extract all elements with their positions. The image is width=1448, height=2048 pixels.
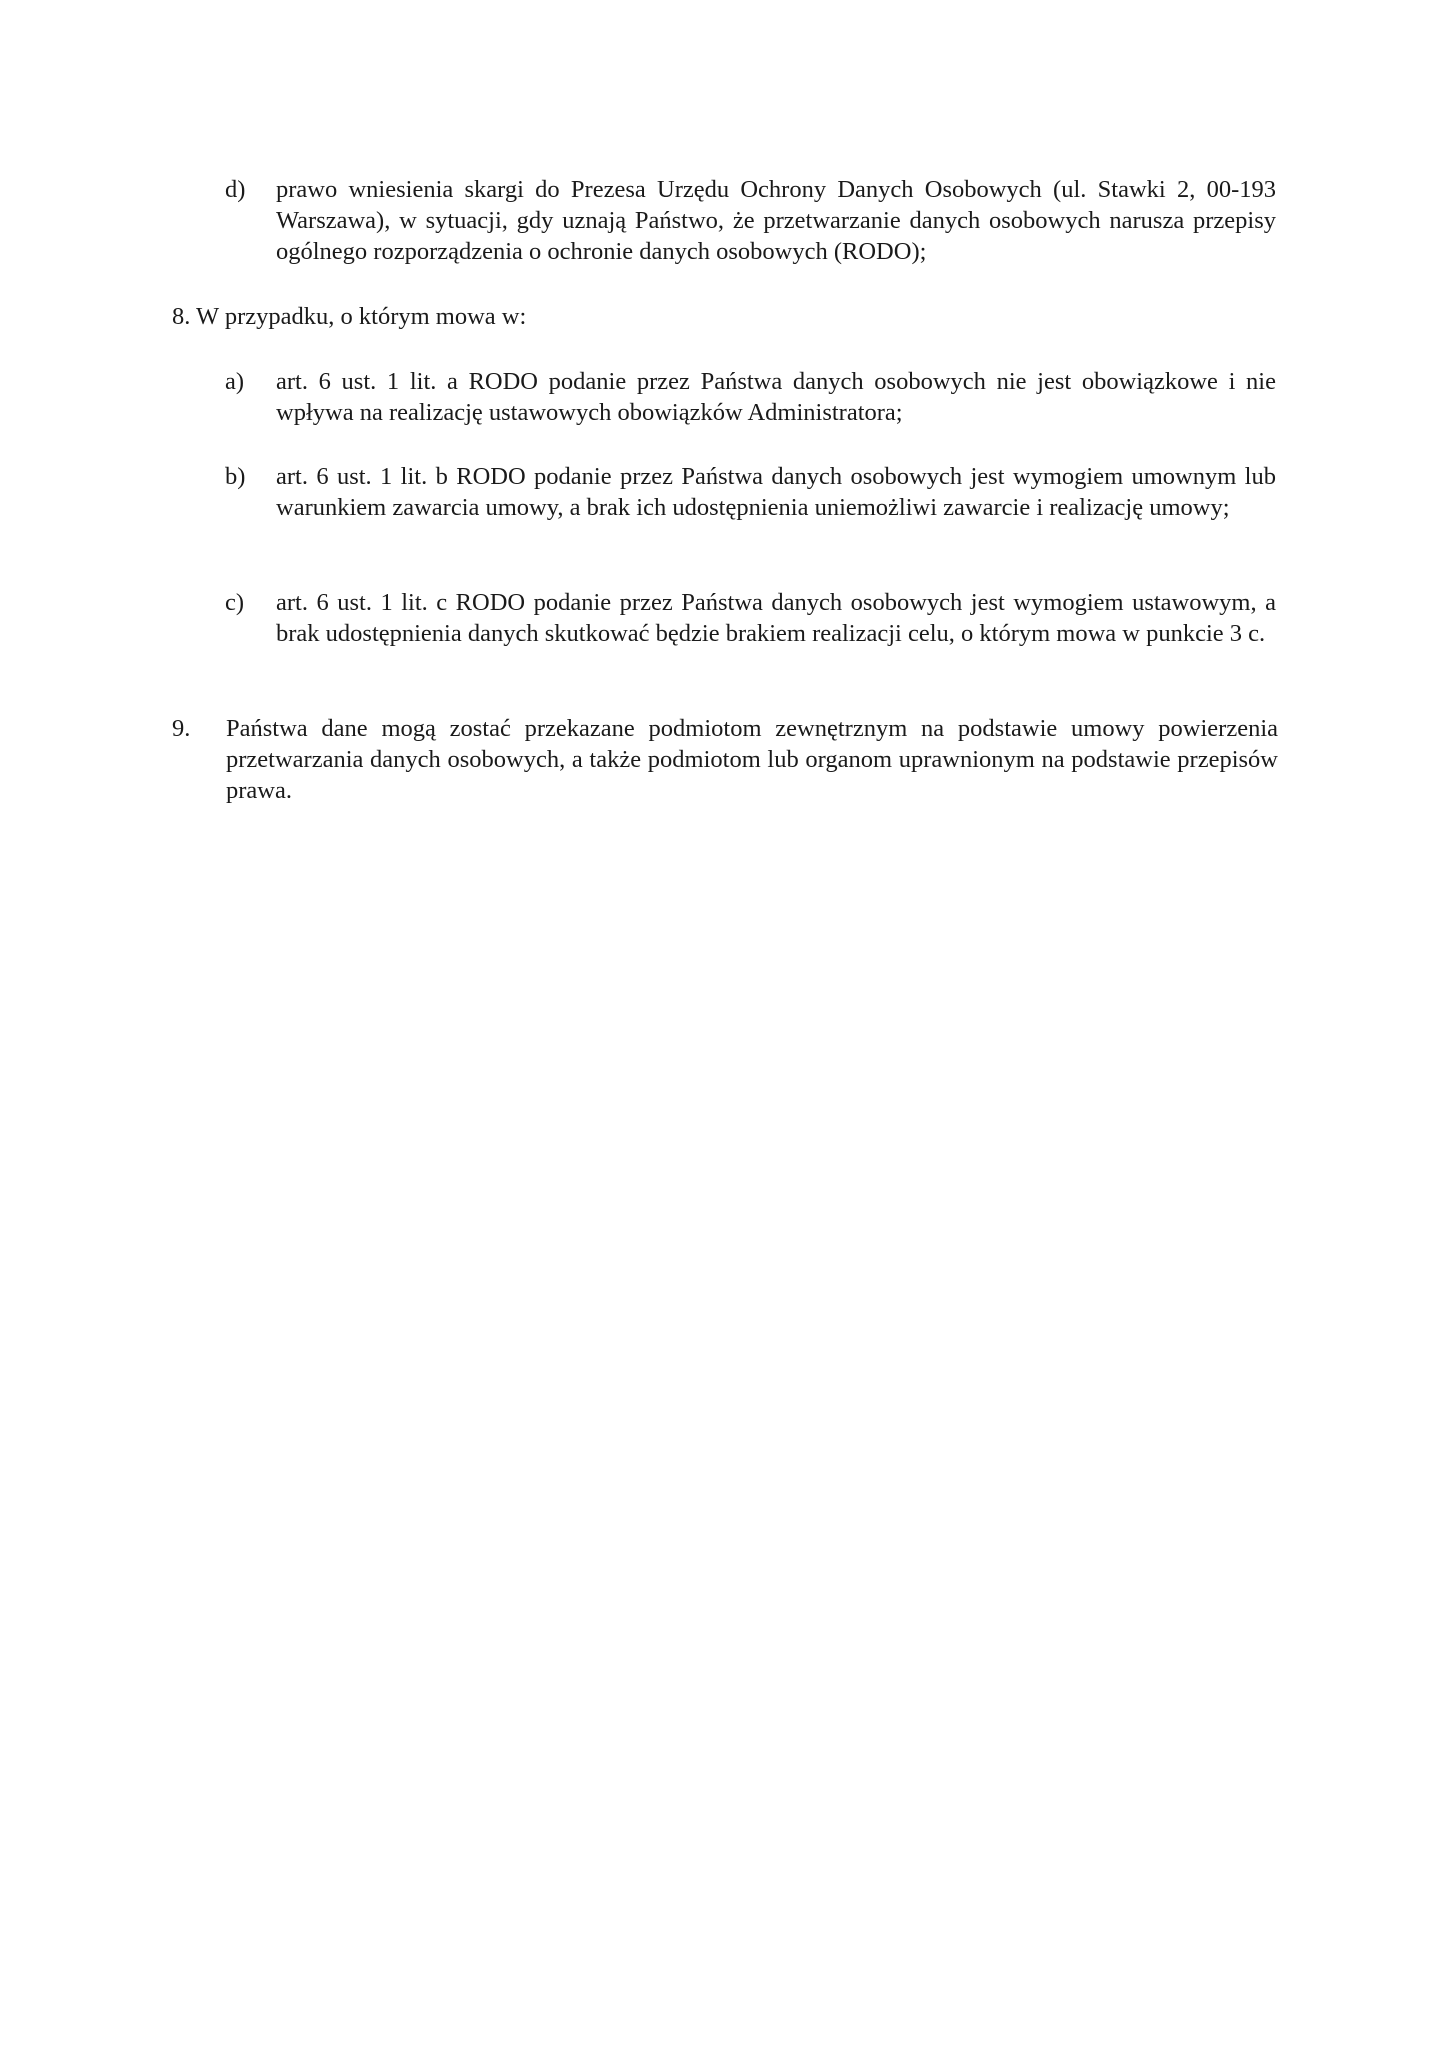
list-marker-c: c) (225, 589, 245, 616)
list-text-a: art. 6 ust. 1 lit. a RODO podanie przez Państwa danych osobowych nie jest obowiązkowe i nie wpływa na realizację ustawowych obowiązków Administratora; (276, 368, 1276, 426)
list-item-c (225, 587, 1276, 649)
section-9-text: Państwa dane mogą zostać przekazane podmiotom zewnętrznym na podstawie umowy powierzenia przetwarzania danych osobowych, a także podmiotom lub organom uprawnionym na podstawie przepisów prawa. (226, 715, 1278, 804)
section-9 (172, 713, 1278, 806)
list-item-d (225, 174, 1276, 267)
list-marker-b: b) (225, 463, 246, 490)
list-marker-a: a) (225, 368, 245, 395)
list-marker-d: d) (225, 176, 246, 203)
list-text-d: prawo wniesienia skargi do Prezesa Urzędu Ochrony Danych Osobowych (ul. Stawki 2, 00-193 Warszawa), w sytuacji, gdy uznają Państwo, że przetwarzanie danych osobowych narusza przepisy ogólnego rozporządzenia o ochronie danych osobowych (RODO); (276, 176, 1276, 265)
list-item-a (225, 366, 1276, 428)
list-text-b: art. 6 ust. 1 lit. b RODO podanie przez Państwa danych osobowych jest wymogiem umownym lub warunkiem zawarcia umowy, a brak ich udostępnienia uniemożliwi zawarcie i realizację umowy; (276, 463, 1276, 521)
section-9-marker: 9. (172, 715, 191, 742)
section-8-heading: 8. W przypadku, o którym mowa w: (172, 303, 527, 330)
list-text-c: art. 6 ust. 1 lit. c RODO podanie przez Państwa danych osobowych jest wymogiem ustawowym, a brak udostępnienia danych skutkować będzie brakiem realizacji celu, o którym mowa w punkcie 3 c. (276, 589, 1276, 647)
list-item-b (225, 461, 1276, 523)
